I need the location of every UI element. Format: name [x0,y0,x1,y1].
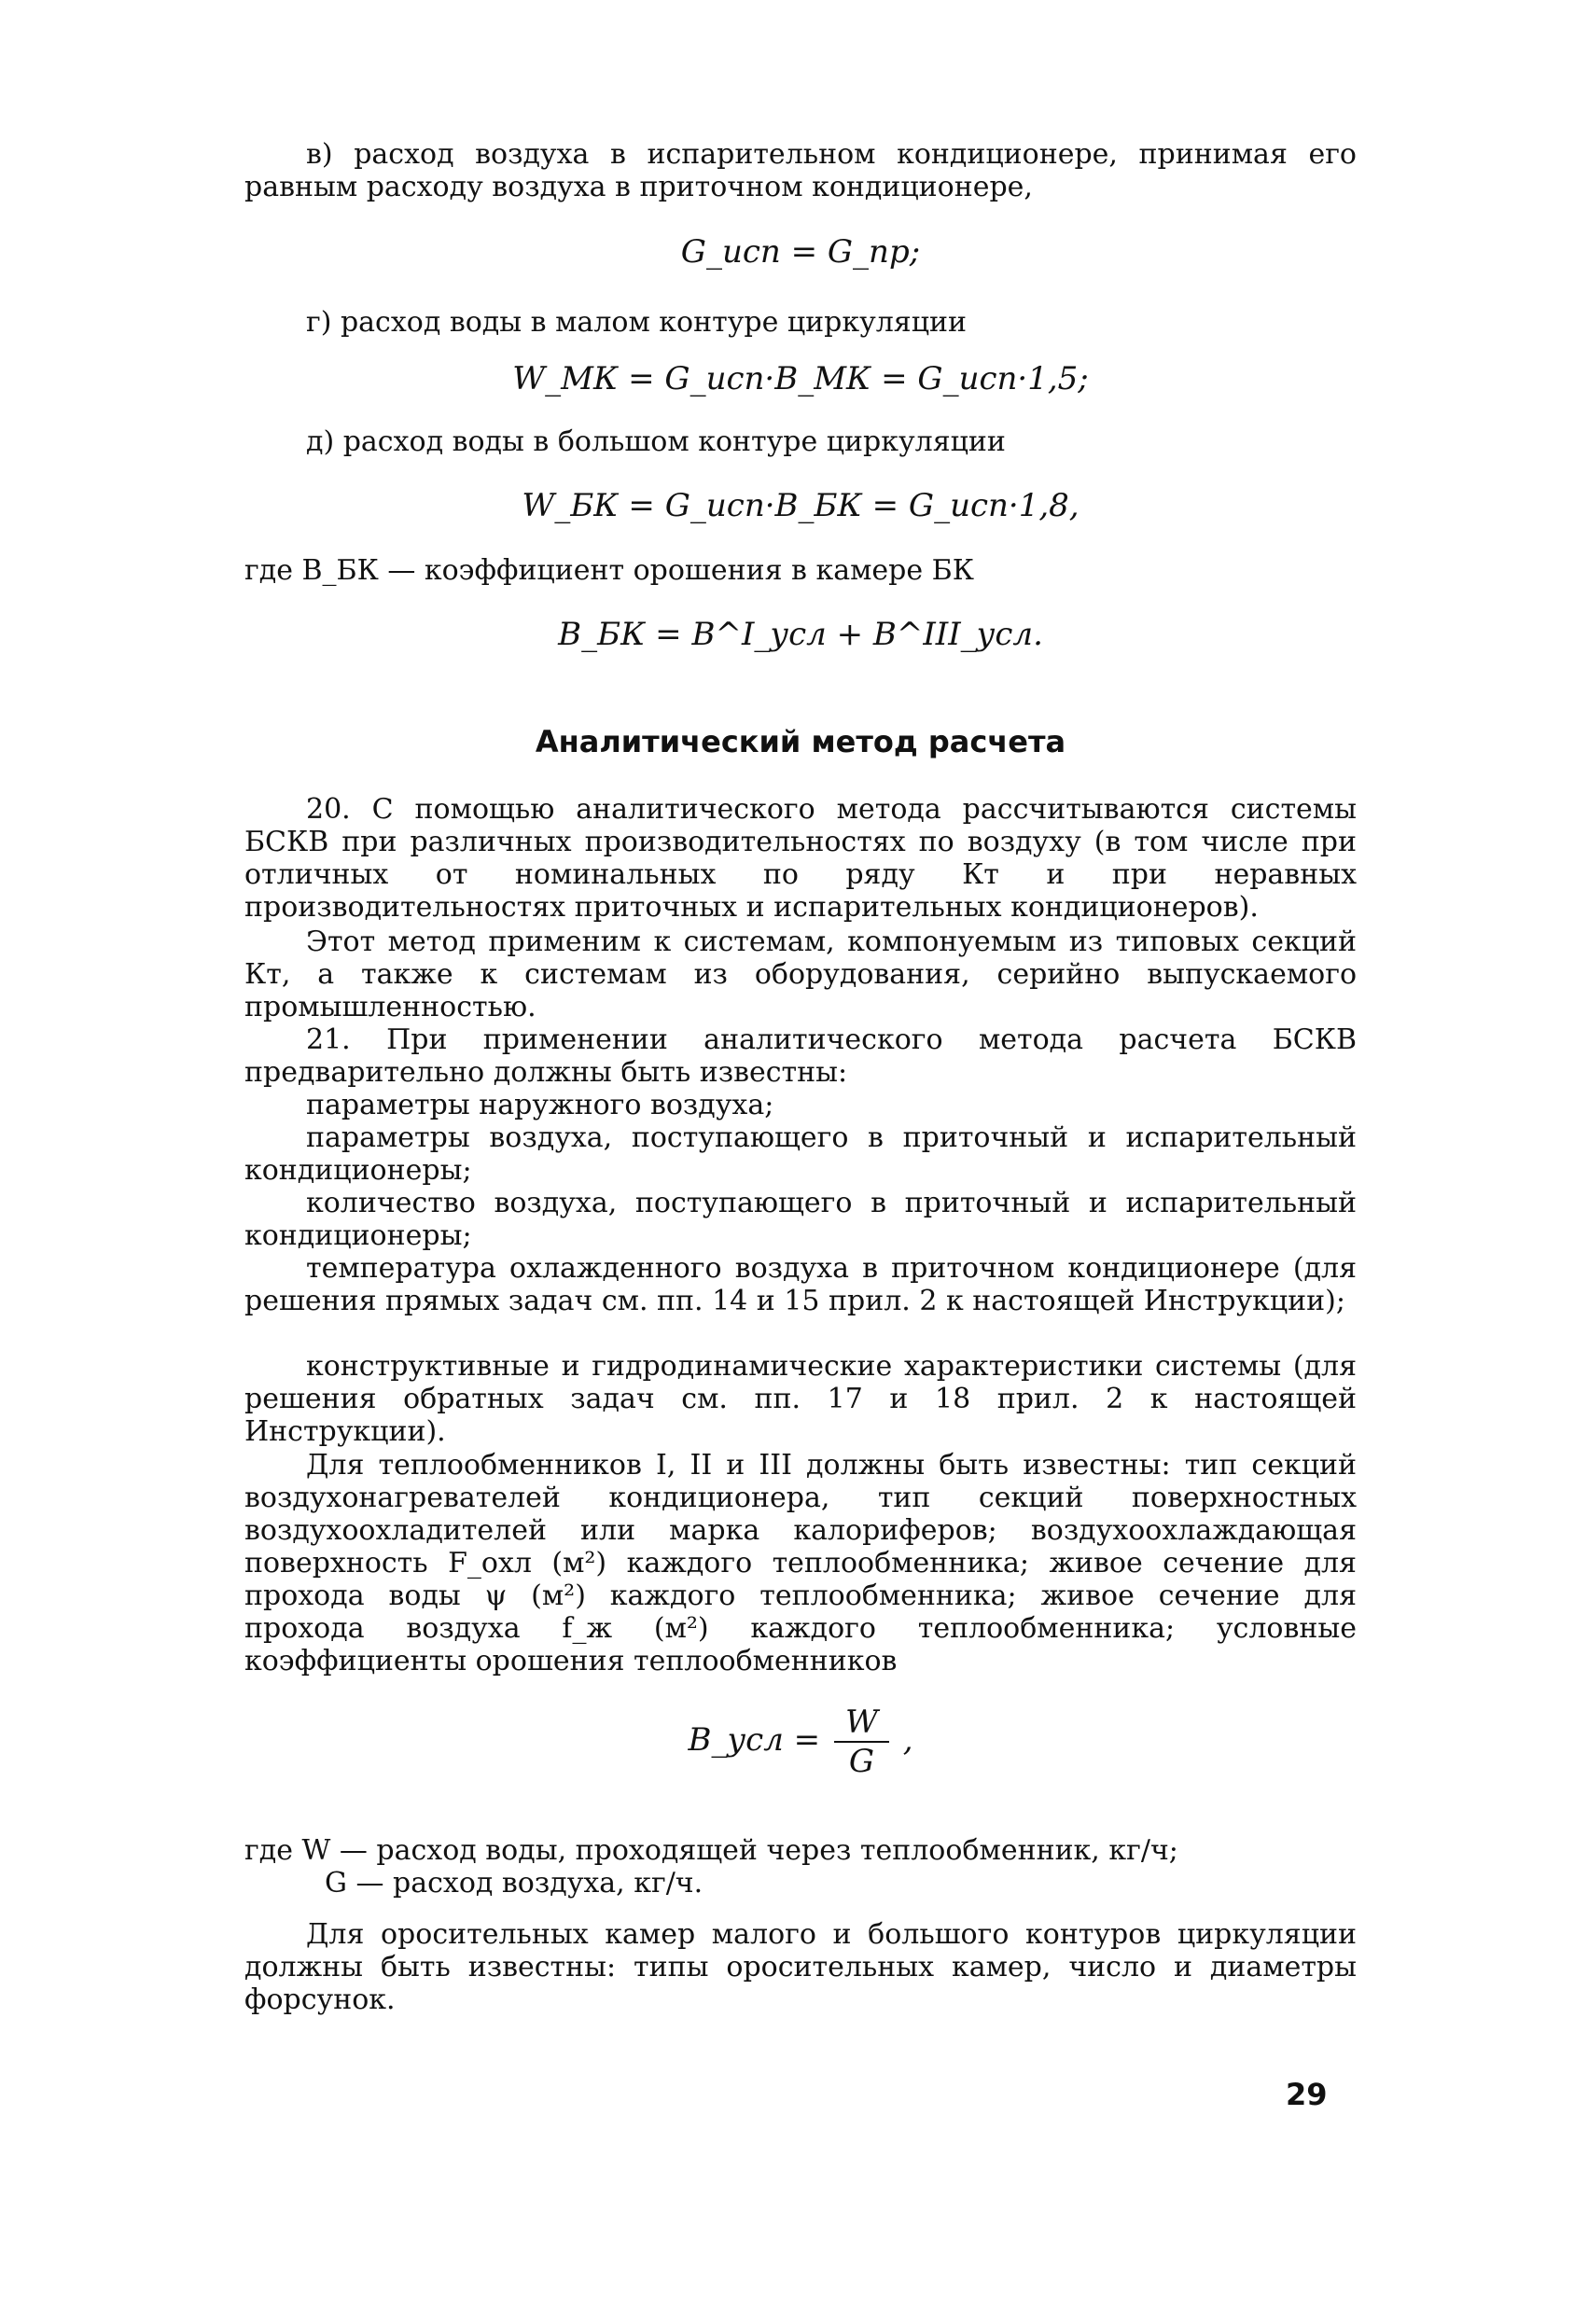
paragraph-20: 20. С помощью аналитического метода рассчитываются системы БСКВ при различных производительностях по воздуху (в том числе при отличных от номинальных по ряду Кт и при неравных производительностях приточных и испарительных кондиционеров). [244,793,1357,924]
formula-b-usl-lhs: B_усл = [688,1721,821,1759]
list-item-3: количество воздуха, поступающего в приточный и испарительный кондиционеры; [244,1187,1357,1252]
paragraph-20b: Этот метод применим к системам, компонуемым из типовых секций Кт, а также к системам из оборудования, серийно выпускаемого промышленностью. [244,925,1357,1023]
paragraph-where-w: где W — расход воды, проходящей через теплообменник, кг/ч; [244,1834,1178,1867]
paragraph-21: 21. При применении аналитического метода расчета БСКВ предварительно должны быть известны: [244,1023,1357,1089]
fraction [834,1704,889,1780]
list-item-5: конструктивные и гидродинамические характеристики системы (для решения обратных задач см. пп. 17 и 18 прил. 2 к настоящей Инструкции). [244,1350,1357,1448]
formula-b-usl-tail: , [902,1721,913,1759]
formula-b-usl [244,1704,1357,1780]
paragraph-heat-exchangers: Для теплообменников I, II и III должны быть известны: тип секций воздухонагревателей кондиционера, тип секций поверхностных воздухоохладителей или марка калориферов; воздухоохлаждающая поверхность F_охл (м²) каждого теплообменника; живое сечение для прохода воды ψ (м²) каждого теплообменника; живое сечение для прохода воздуха f_ж (м²) каждого теплообменника; условные коэффициенты орошения теплообменников [244,1449,1357,1677]
fraction-denominator: G [848,1743,875,1780]
page-number: 29 [1286,2077,1328,2112]
paragraph-item-d: д) расход воды в большом контуре циркуляции [306,425,1006,458]
paragraph-item-v: в) расход воздуха в испарительном кондиционере, принимая его равным расходу воздуха в приточном кондиционере, [244,138,1357,203]
paragraph-item-g: г) расход воды в малом контуре циркуляции [306,306,968,339]
paragraph-where-g: G — расход воздуха, кг/ч. [325,1867,703,1900]
section-heading: Аналитический метод расчета [535,724,1066,759]
formula-g-isp: G_исп = G_пр; [680,233,921,271]
list-item-2: параметры воздуха, поступающего в приточный и испарительный кондиционеры; [244,1121,1357,1187]
formula-b-bk: B_БК = B^I_усл + B^III_усл. [558,616,1043,653]
paragraph-where-b: где B_БК — коэффициент орошения в камере БК [244,554,974,587]
list-item-4: температура охлажденного воздуха в приточном кондиционере (для решения прямых задач см. пп. 14 и 15 прил. 2 к настоящей Инструкции); [244,1252,1357,1317]
fraction-numerator: W [834,1704,889,1743]
formula-w-bk: W_БК = G_исп·B_БК = G_исп·1,8, [522,487,1080,524]
list-item-1: параметры наружного воздуха; [306,1089,774,1121]
formula-w-mk: W_МК = G_исп·B_МК = G_исп·1,5; [512,360,1089,397]
paragraph-spray-chambers: Для оросительных камер малого и большого контуров циркуляции должны быть известны: типы оросительных камер, число и диаметры форсунок. [244,1918,1357,2016]
